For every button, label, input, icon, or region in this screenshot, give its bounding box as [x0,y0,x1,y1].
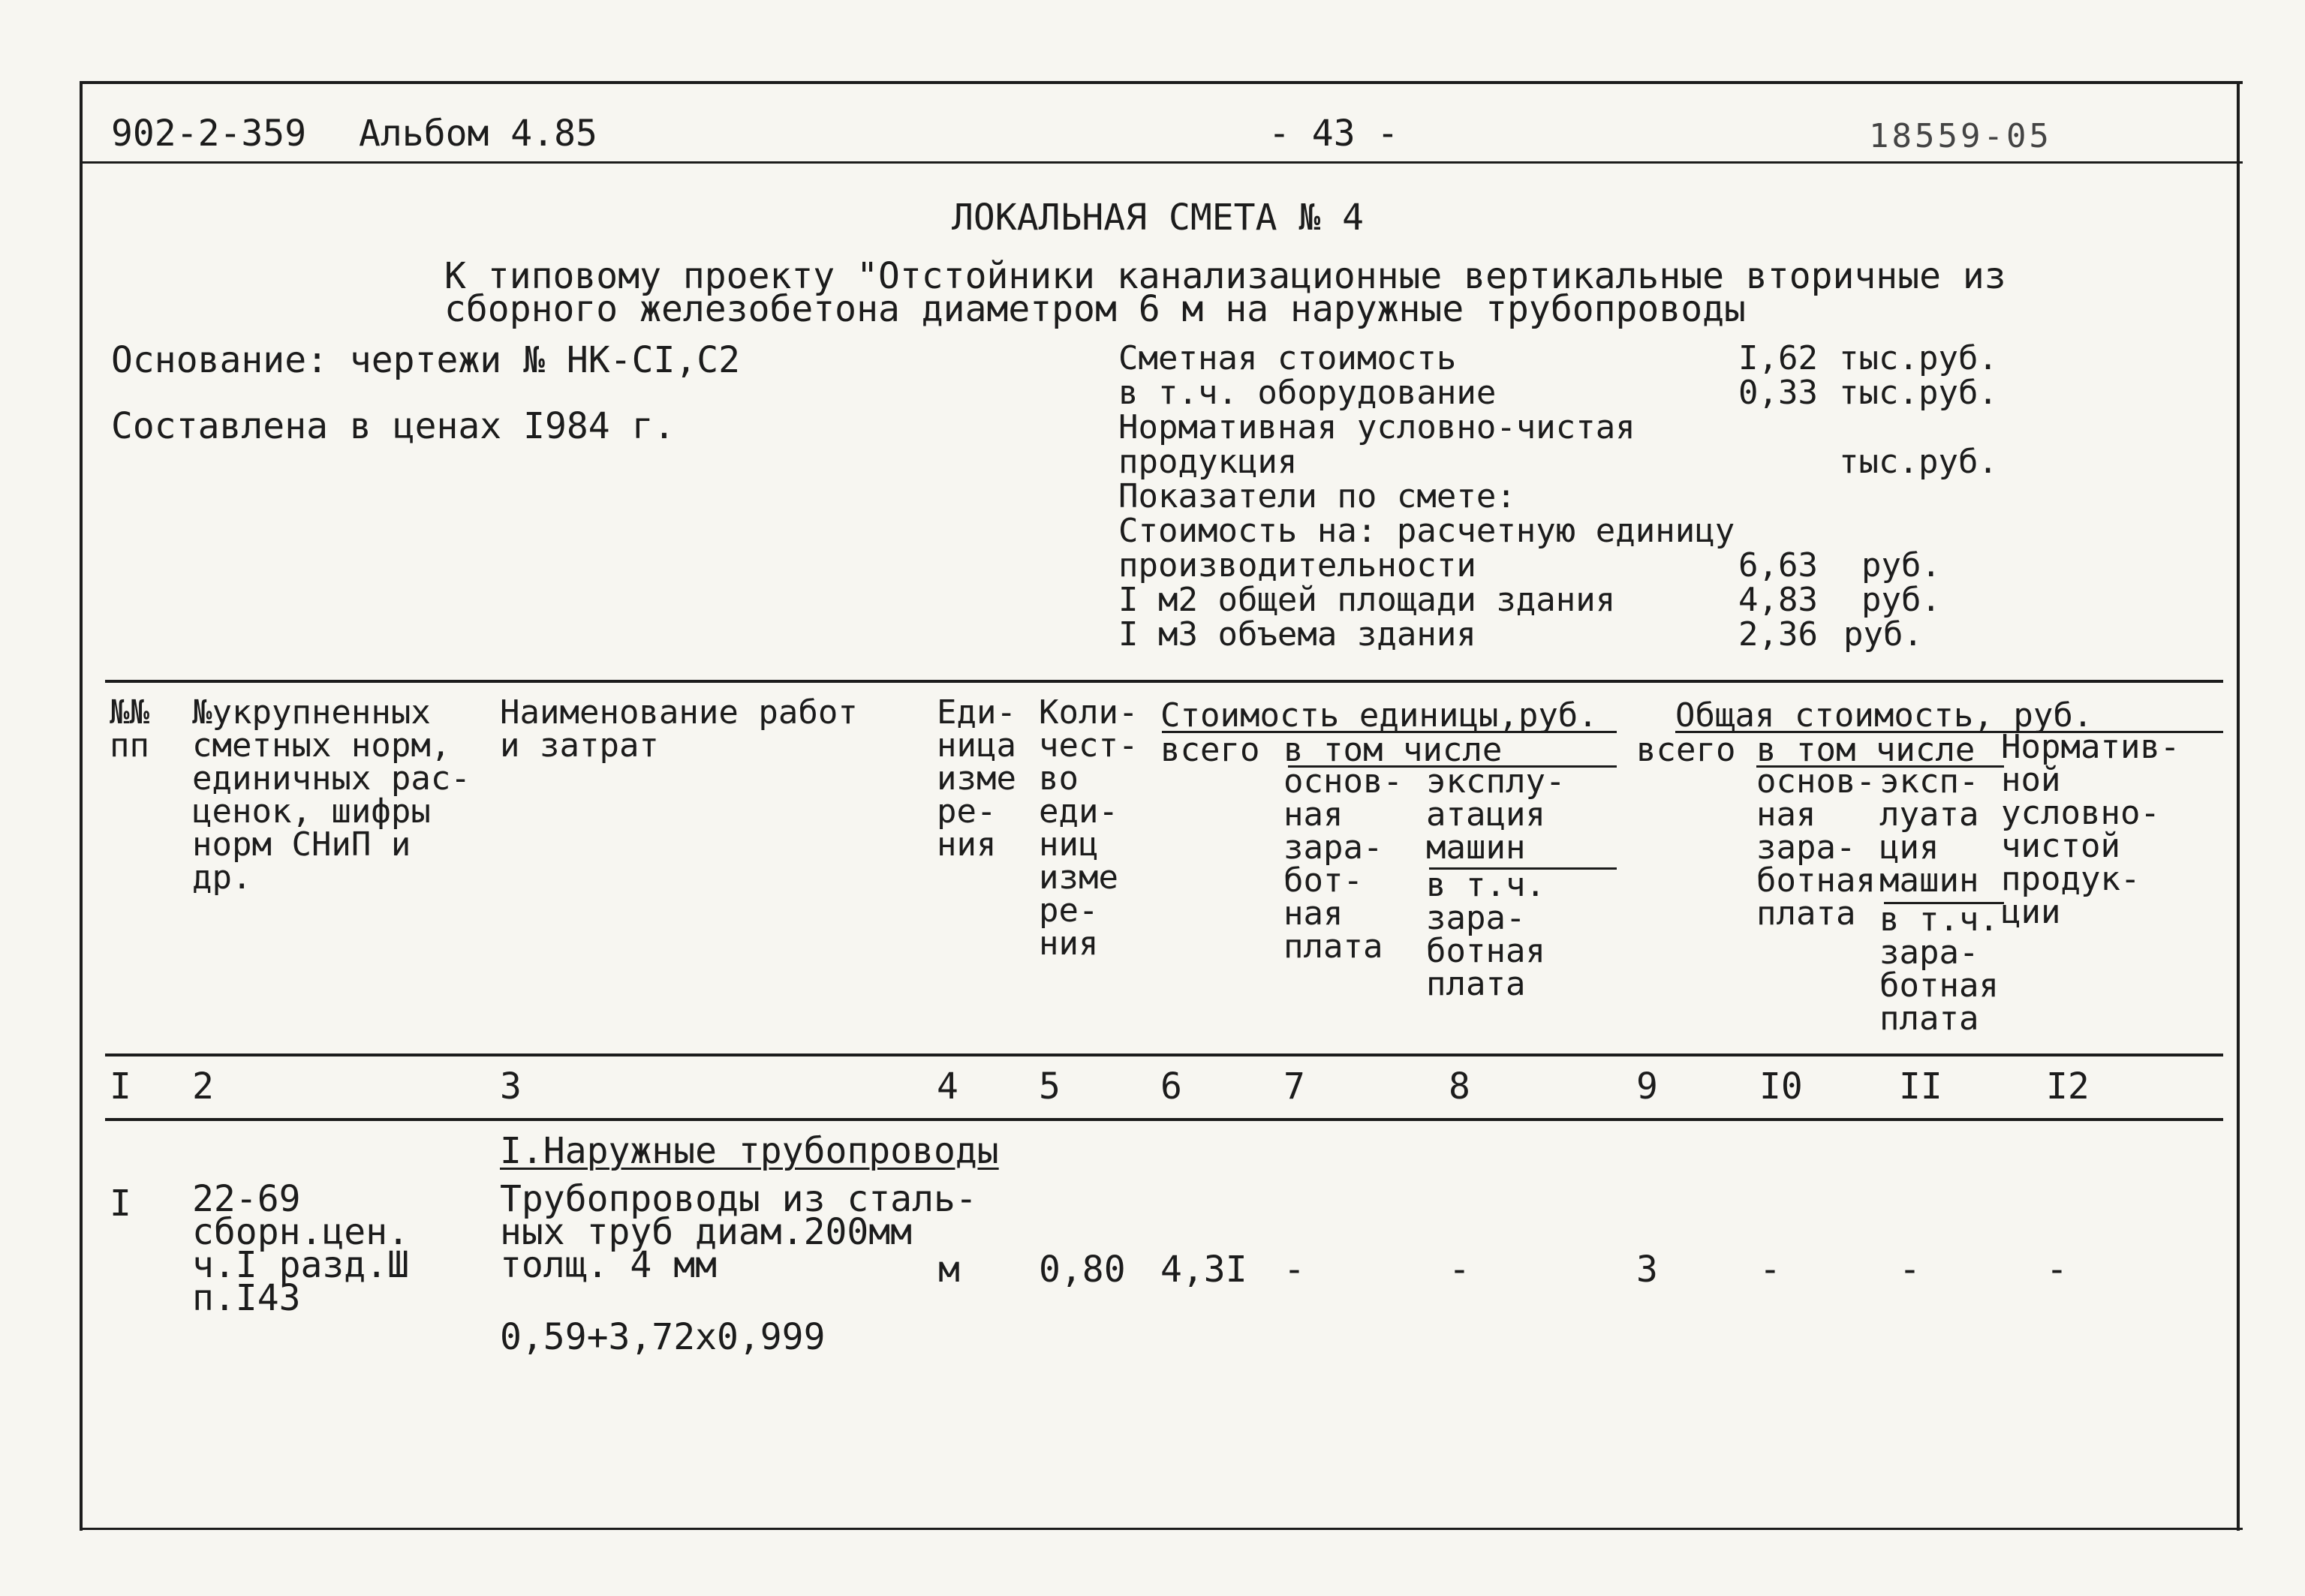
header-normative: Норматив- ной условно- чистой продук- ции [2001,728,2180,931]
header-row-number: №№ пп [110,693,149,765]
summary-label: производительности [1118,546,1476,585]
table-top-rule [105,680,2223,683]
summary-label: Стоимость на: расчетную единицу [1118,512,1735,550]
row-number: I [110,1183,131,1225]
summary-label: Сметная стоимость [1118,339,1457,377]
header-unit-machine: эксплу- атация машин [1426,762,1566,867]
project-line-1: К типовому проекту "Отстойники канализационные вертикальные вторичные из [444,255,2006,297]
unit-of-measure: м [938,1249,960,1291]
unit-cost-wage: - [1283,1249,1305,1291]
column-number: 5 [1039,1066,1061,1108]
summary-label: I м3 объема здания [1118,615,1476,654]
document-code: 902-2-359 [111,113,307,155]
work-name: Трубопроводы из сталь- ных труб диам.200мм толщ. 4 мм [500,1178,977,1286]
estimate-heading: ЛОКАЛЬНАЯ СМЕТА № 4 [952,197,1365,239]
summary-unit: руб. [1861,546,1941,585]
header-rule [81,161,2243,164]
column-number: 8 [1449,1066,1470,1108]
header-bottom-rule [105,1053,2223,1056]
column-number: 7 [1283,1066,1305,1108]
frame-right [2237,81,2240,1531]
header-unit-machine-wage: в т.ч. зара- ботная плата [1426,866,1545,1003]
basis-text: Основание: чертежи № НК-СI,С2 [111,339,741,381]
column-number: 3 [500,1066,522,1108]
quantity: 0,80 [1039,1249,1126,1291]
header-total-machine: эксп- луата ция машин [1879,762,1979,900]
header-total-wage: основ- ная зара- ботная плата [1756,762,1876,933]
unit-cost-machine: - [1449,1249,1470,1291]
summary-unit: руб. [1861,581,1941,619]
header-total-incl: в том числе [1756,731,1975,769]
total-cost-machine: - [1899,1249,1921,1291]
column-number: I2 [2046,1066,2090,1108]
page-number: - 43 - [1268,113,1399,155]
summary-label: I м2 общей площади здания [1118,581,1616,619]
summary-label: Показатели по смете: [1118,477,1516,515]
header-total-machine-wage: в т.ч. зара- ботная плата [1879,900,1999,1038]
column-number: 9 [1636,1066,1658,1108]
summary-label: продукция [1118,443,1298,481]
frame-bottom [81,1528,2243,1530]
header-unit-cost: Стоимость единицы,руб. [1160,696,1598,735]
section-title: I.Наружные трубопроводы [500,1130,999,1172]
project-line-2: сборного железобетона диаметром 6 м на наружные трубопроводы [444,288,1746,330]
frame-top [81,81,2243,84]
summary-label: Нормативная условно-чистая [1118,408,1635,446]
header-unit-total: всего [1160,731,1260,769]
summary-value: 4,83 [1738,581,1818,619]
total-cost: 3 [1636,1249,1658,1291]
summary-value: 6,63 [1738,546,1818,585]
summary-label: в т.ч. оборудование [1118,374,1497,412]
column-number: I0 [1759,1066,1803,1108]
column-number: I [110,1066,131,1108]
norm-code: 22-69 сборн.цен. ч.I разд.Ш п.I43 [192,1178,409,1319]
numbers-bottom-rule [105,1118,2223,1121]
column-number: 2 [192,1066,214,1108]
normative-product: - [2046,1249,2068,1291]
header-unit-wage: основ- ная зара- бот- ная плата [1283,762,1403,966]
header-norm-code: №укрупненных сметных норм, единичных рас- ценок, шифры норм СНиП и др. [192,693,471,897]
album-label: Альбом 4.85 [359,113,597,155]
summary-value: 2,36 [1738,615,1818,654]
prices-text: Составлена в ценах I984 г. [111,405,676,447]
column-number: II [1899,1066,1942,1108]
column-number: 4 [937,1066,958,1108]
summary-value: I,62 [1738,339,1818,377]
total-cost-wage: - [1759,1249,1781,1291]
summary-unit: тыс.руб. [1839,374,1998,412]
header-total-total: всего [1636,731,1736,769]
archive-stamp: 18559-05 [1869,117,2052,155]
unit-cost-total: 4,3I [1160,1249,1247,1291]
summary-unit: руб. [1843,615,1923,654]
summary-value: 0,33 [1738,374,1818,412]
summary-unit: тыс.руб. [1839,443,1998,481]
frame-left [80,81,83,1531]
calculation-formula: 0,59+3,72х0,999 [500,1316,826,1358]
header-total-cost: Общая стоимость, руб. [1675,696,2093,735]
header-unit: Еди- ница изме ре- ния [937,693,1016,864]
header-work-name: Наименование работ и затрат [500,693,858,765]
column-number: 6 [1160,1066,1182,1108]
header-unit-incl: в том числе [1283,731,1503,769]
header-quantity: Коли- чест- во еди- ниц изме ре- ния [1039,693,1139,963]
summary-unit: тыс.руб. [1839,339,1998,377]
